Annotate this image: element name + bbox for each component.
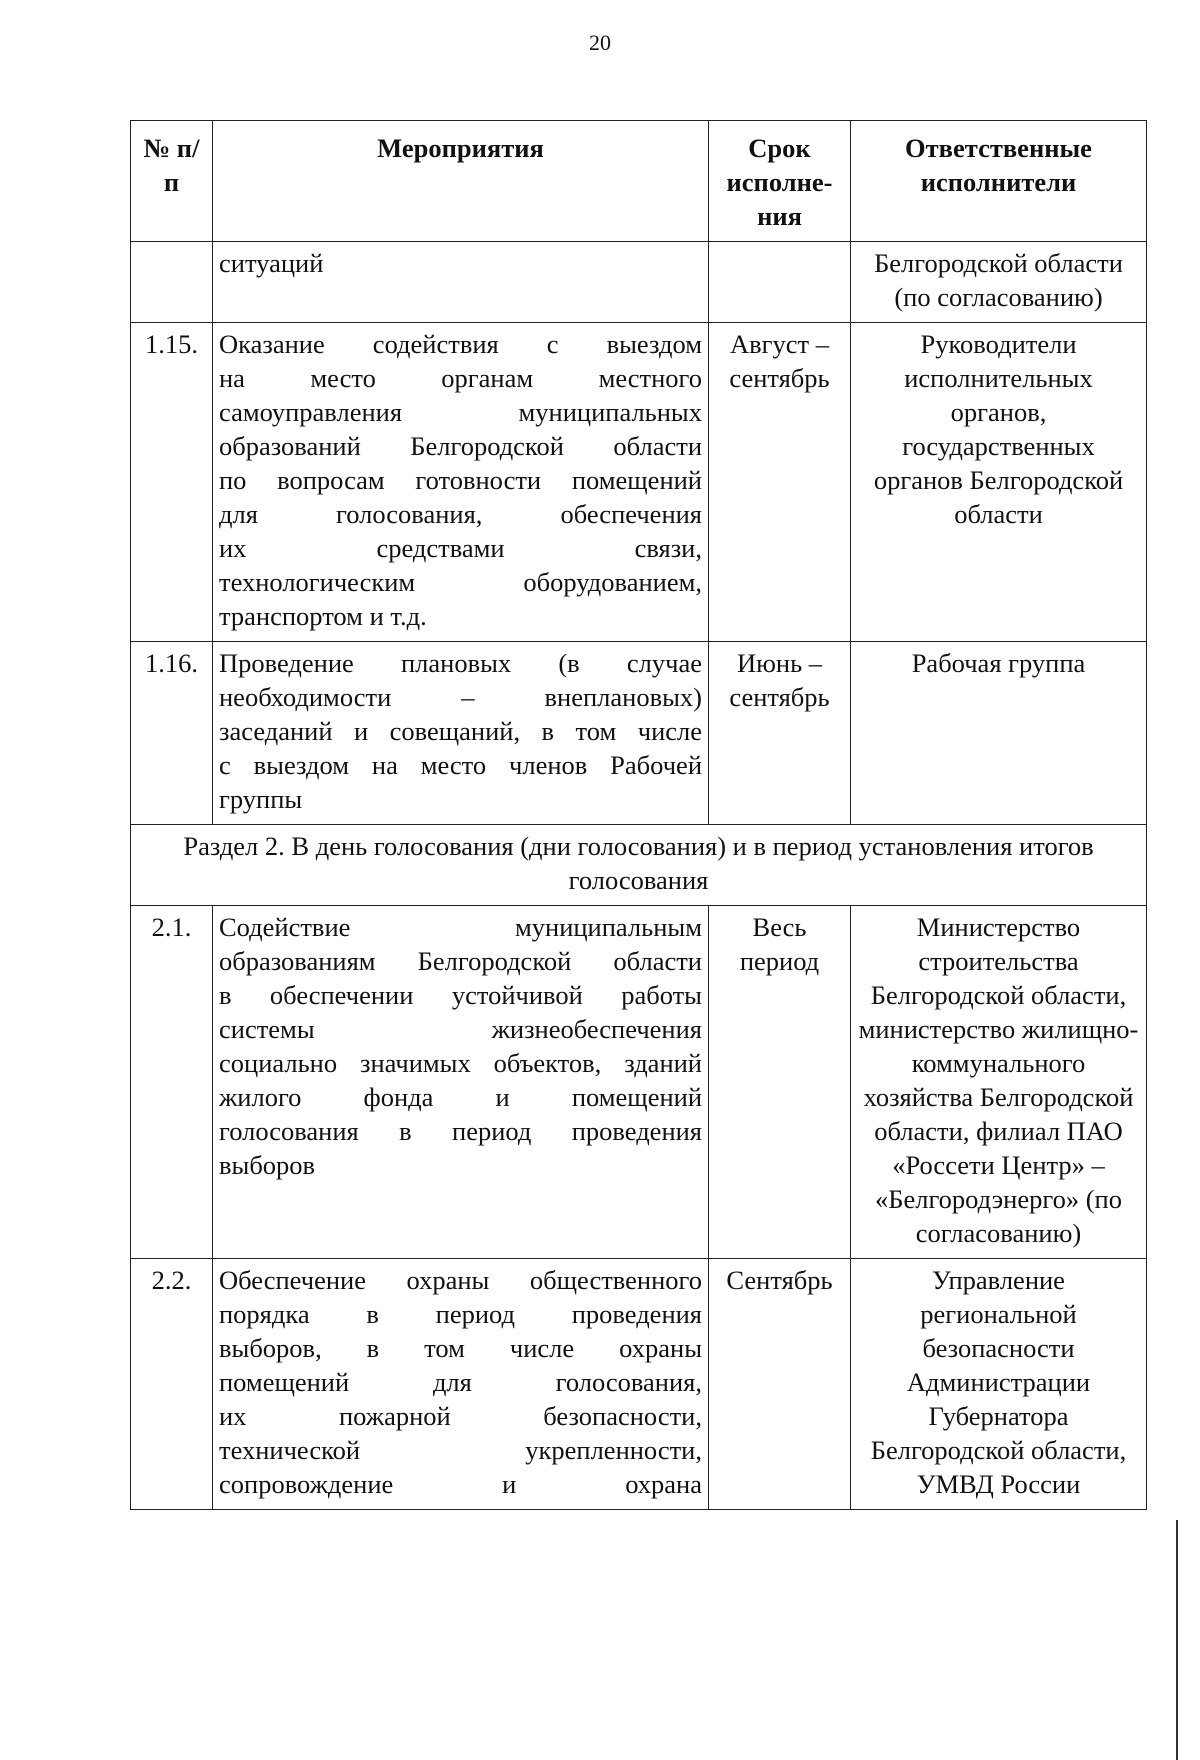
action-line: выборов, в том числе охраны bbox=[219, 1333, 702, 1363]
table-row bbox=[131, 642, 1147, 825]
action-line: заседаний и совещаний, в том числе bbox=[219, 716, 702, 746]
action-line: по вопросам готовности помещений bbox=[219, 465, 702, 495]
table-row bbox=[131, 242, 1147, 323]
row-num: 2.1. bbox=[131, 906, 213, 1259]
action-line: Оказание содействия с выездом bbox=[219, 329, 702, 359]
header-action: Мероприятия bbox=[213, 121, 709, 242]
scan-edge-mark bbox=[1176, 1520, 1178, 1760]
action-line: самоуправления муниципальных bbox=[219, 397, 702, 427]
action-line: технологическим оборудованием, bbox=[219, 567, 702, 597]
row-term: Весь период bbox=[709, 906, 851, 1259]
row-num: 2.2. bbox=[131, 1259, 213, 1510]
row-action bbox=[213, 323, 709, 642]
action-line: их средствами связи, bbox=[219, 533, 702, 563]
table-row bbox=[131, 1259, 1147, 1510]
row-action bbox=[213, 242, 709, 323]
action-line: на место органам местного bbox=[219, 363, 702, 393]
row-num: 1.15. bbox=[131, 323, 213, 642]
row-num: 1.16. bbox=[131, 642, 213, 825]
row-term: Сентябрь bbox=[709, 1259, 851, 1510]
action-line: ситуаций bbox=[219, 248, 324, 278]
row-term bbox=[709, 242, 851, 323]
action-line: для голосования, обеспечения bbox=[219, 499, 702, 529]
action-line: сопровождение и охрана bbox=[219, 1469, 702, 1499]
row-action bbox=[213, 906, 709, 1259]
action-line: транспортом и т.д. bbox=[219, 601, 427, 631]
action-line: Содействие муниципальным bbox=[219, 912, 702, 942]
action-line: голосования в период проведения bbox=[219, 1116, 702, 1146]
action-line: Обеспечение охраны общественного bbox=[219, 1265, 702, 1295]
row-responsible: Белгородской области (по согласованию) bbox=[851, 242, 1147, 323]
page-number: 20 bbox=[589, 30, 611, 55]
row-responsible: Руководители исполнительных органов, государственных органов Белгородской области bbox=[851, 323, 1147, 642]
action-line: с выездом на место членов Рабочей bbox=[219, 750, 702, 780]
table-header-row bbox=[131, 121, 1147, 242]
action-line: образований Белгородской области bbox=[219, 431, 702, 461]
action-line: в обеспечении устойчивой работы bbox=[219, 980, 702, 1010]
row-term: Август – сентябрь bbox=[709, 323, 851, 642]
action-line: технической укрепленности, bbox=[219, 1435, 702, 1465]
table-row bbox=[131, 906, 1147, 1259]
row-action bbox=[213, 1259, 709, 1510]
action-line: жилого фонда и помещений bbox=[219, 1082, 702, 1112]
row-term: Июнь – сентябрь bbox=[709, 642, 851, 825]
action-line: необходимости – внеплановых) bbox=[219, 682, 702, 712]
events-table bbox=[130, 120, 1147, 1510]
section-row bbox=[131, 825, 1147, 906]
action-line: выборов bbox=[219, 1150, 316, 1180]
action-line: группы bbox=[219, 784, 303, 814]
action-line: образованиям Белгородской области bbox=[219, 946, 702, 976]
action-line: системы жизнеобеспечения bbox=[219, 1014, 702, 1044]
action-line: помещений для голосования, bbox=[219, 1367, 702, 1397]
action-line: порядка в период проведения bbox=[219, 1299, 702, 1329]
row-responsible: Министерство строительства Белгородской области, министерство жилищно-коммунального хозяйства Белгородской области, филиал ПАО «Россети Центр» – «Белгородэнерго» (по согласованию) bbox=[851, 906, 1147, 1259]
section-title: Раздел 2. В день голосования (дни голосования) и в период установления итогов голосования bbox=[131, 825, 1147, 906]
action-line: Проведение плановых (в случае bbox=[219, 648, 702, 678]
header-term: Срок исполне-ния bbox=[709, 121, 851, 242]
table-row bbox=[131, 323, 1147, 642]
action-line: социально значимых объектов, зданий bbox=[219, 1048, 702, 1078]
row-num bbox=[131, 242, 213, 323]
row-action bbox=[213, 642, 709, 825]
action-line: их пожарной безопасности, bbox=[219, 1401, 702, 1431]
row-responsible: Управление региональной безопасности Администрации Губернатора Белгородской области, УМВД России bbox=[851, 1259, 1147, 1510]
row-responsible: Рабочая группа bbox=[851, 642, 1147, 825]
header-responsible: Ответственные исполнители bbox=[851, 121, 1147, 242]
header-num: № п/п bbox=[131, 121, 213, 242]
